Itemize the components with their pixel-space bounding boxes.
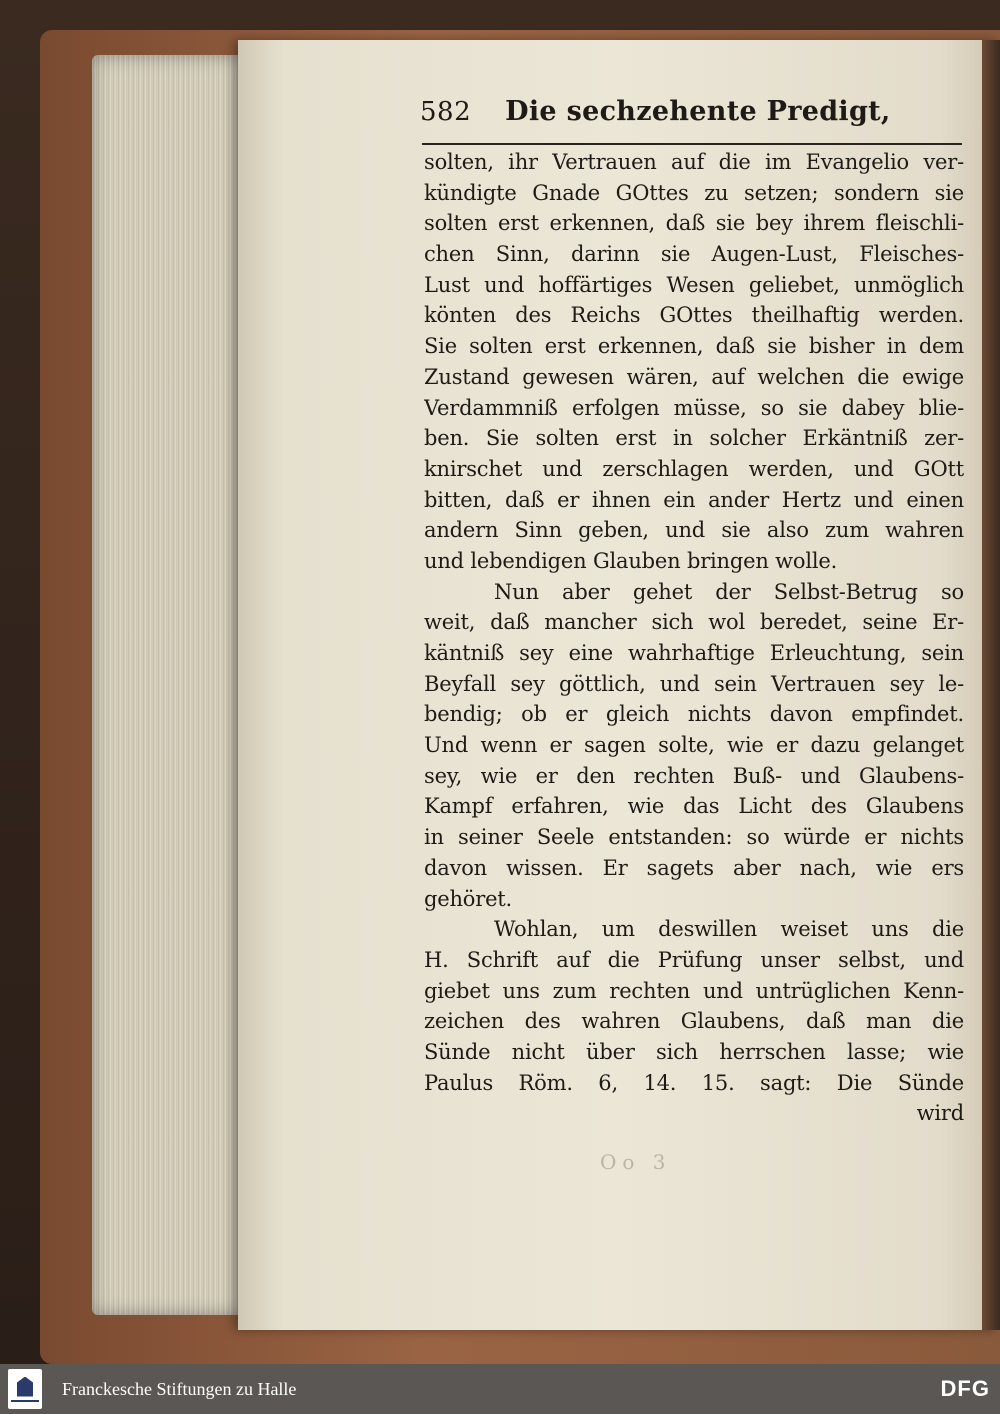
text-line: ben. Sie solten erst in solcher Erkäntniß zer- xyxy=(424,426,964,451)
text-line: solten, ihr Vertrauen auf die im Evangelio ver- xyxy=(424,150,964,174)
text-line: zeichen des wahren Glaubens, daß man die xyxy=(424,1009,964,1034)
text-line: Sünde nicht über sich herrschen lasse; wie xyxy=(424,1039,964,1064)
facing-page-edge xyxy=(982,40,1000,1330)
text-line: Wohlan, um deswillen weiset uns die xyxy=(494,917,964,942)
text-line: davon wissen. Er sagets aber nach, wie ers xyxy=(424,855,964,880)
page-edges xyxy=(92,55,242,1315)
text-line: könten des Reichs GOttes theilhaftig werden. xyxy=(424,303,964,328)
text-line: kündigte Gnade GOttes zu setzen; sondern sie xyxy=(424,180,964,205)
text-line: Beyfall sey göttlich, und sein Vertrauen sey le- xyxy=(424,671,964,696)
text-line: Und wenn er sagen solte, wie er dazu gelanget xyxy=(424,733,964,758)
text-line: Sie solten erst erkennen, daß sie bisher in dem xyxy=(424,334,964,359)
institution-logo-icon[interactable] xyxy=(8,1369,42,1409)
text-line: knirschet und zerschlagen werden, und GOtt xyxy=(424,456,964,481)
header-rule xyxy=(422,143,962,145)
text-line: solten erst erkennen, daß sie bey ihrem fleischli- xyxy=(424,211,964,236)
text-line: in seiner Seele entstanden: so würde er nichts xyxy=(424,825,964,850)
text-line: giebet uns zum rechten und untrüglichen Kenn- xyxy=(424,978,964,1003)
text-line: Kampf erfahren, wie das Licht des Glaubens xyxy=(424,794,964,819)
text-line: gehöret. xyxy=(424,886,513,911)
text-line: weit, daß mancher sich wol beredet, seine Er- xyxy=(424,610,964,635)
text-line: käntniß sey eine wahrhaftige Erleuchtung, sein xyxy=(424,641,964,665)
text-line: Zustand gewesen wären, auf welchen die ewige xyxy=(424,364,964,389)
dfg-logo[interactable]: DFG xyxy=(940,1376,990,1401)
text-line: Paulus Röm. 6, 14. 15. sagt: Die Sünde xyxy=(424,1070,964,1095)
text-line: sey, wie er den rechten Buß- und Glaubens- xyxy=(424,763,964,788)
text-line: andern Sinn geben, und sie also zum wahren xyxy=(424,518,964,543)
text-line: H. Schrift auf die Prüfung unser selbst, und xyxy=(424,947,964,972)
text-line: wird xyxy=(916,1101,964,1126)
text-line: Verdammniß erfolgen müsse, so sie dabey blie- xyxy=(424,395,964,420)
institution-name[interactable]: Franckesche Stiftungen zu Halle xyxy=(62,1378,297,1399)
text-line: Nun aber gehet der Selbst-Betrug so xyxy=(494,579,964,604)
body-text xyxy=(424,147,964,1129)
text-line: bendig; ob er gleich nichts davon empfindet. xyxy=(424,702,964,727)
running-title: Die sechzehente Predigt, xyxy=(505,96,891,127)
text-line: chen Sinn, darinn sie Augen-Lust, Fleisches- xyxy=(424,242,964,267)
footer-bar xyxy=(0,1364,1000,1414)
text-line: bitten, daß er ihnen ein ander Hertz und einen xyxy=(424,487,964,512)
page-header xyxy=(420,96,960,136)
signature-mark: Oo 3 xyxy=(600,1150,672,1174)
text-line: Lust und hoffärtiges Wesen geliebet, unmöglich xyxy=(424,272,964,297)
page-number: 582 xyxy=(420,97,472,127)
text-line: und lebendigen Glauben bringen wolle. xyxy=(424,548,838,573)
